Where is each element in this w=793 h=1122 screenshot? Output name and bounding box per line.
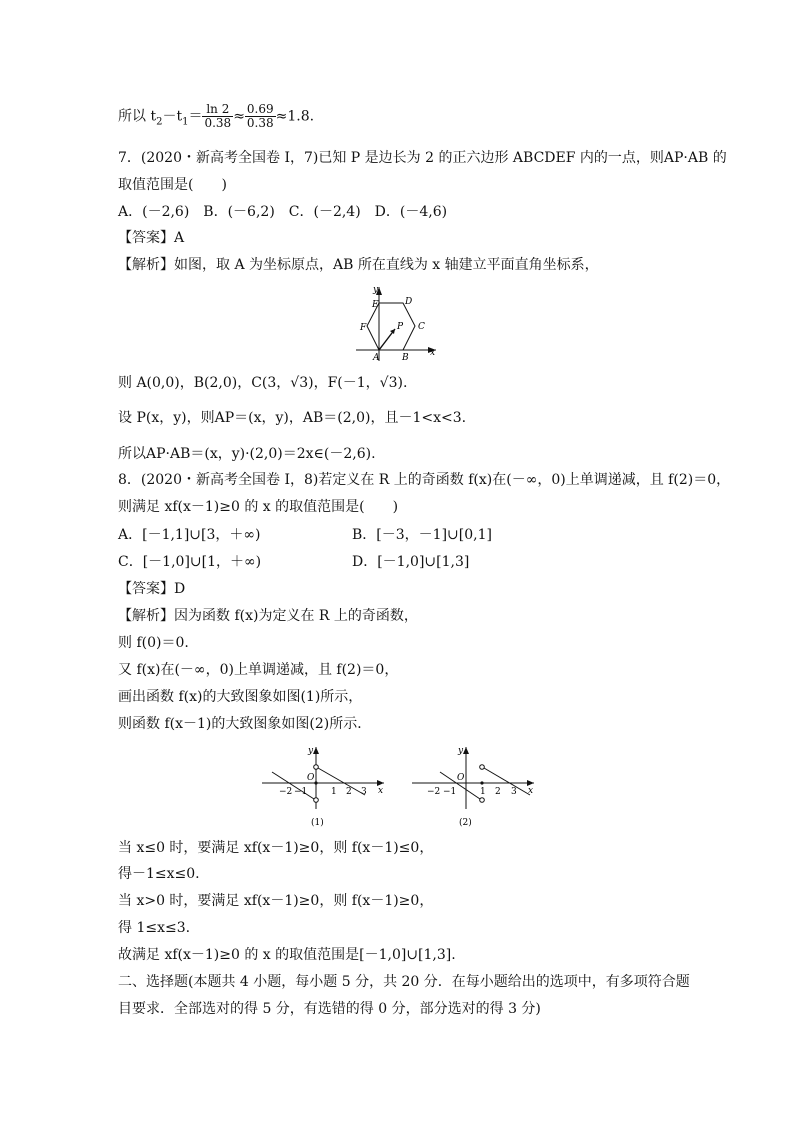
q8-conclusion: 故满足 xf(x－1)≥0 的 x 的取值范围是[－1,0]∪[1,3]. [118,947,456,963]
point-c: C [418,322,425,332]
q7-step-1: 则 A(0,0)，B(2,0)，C(3，√3)，F(－1，√3). [118,375,408,391]
q8-stem-1: 8．(2020・新高考全国卷 I，8)若定义在 R 上的奇函数 f(x)在(－∞，0)上单调递减，且 f(2)＝0， [118,472,731,488]
tick-2: 2 [346,787,352,797]
q8-analysis-2: 则 f(0)＝0. [118,635,189,651]
graph-2 [410,743,540,833]
q8-analysis-1: 【解析】因为函数 f(x)为定义在 R 上的奇函数， [118,608,418,624]
origin-label: O [457,773,465,783]
subscript: 2 [156,116,163,128]
q8-stem-2: 则满足 xf(x－1)≥0 的 x 的取值范围是( ) [118,499,399,515]
tick-minus-2: −2 [427,787,441,797]
point-p: P [397,322,404,332]
section-2-heading-1: 二、选择题(本题共 4 小题，每小题 5 分，共 20 分．在每小题给出的选项中，有多项符合题 [118,974,690,990]
tick-minus-2: −2 [279,787,293,797]
denominator: 0.38 [246,116,274,130]
q7-analysis: 【解析】如图，取 A 为坐标原点，AB 所在直线为 x 轴建立平面直角坐标系， [118,257,599,273]
result-line [118,103,314,132]
point-d: D [405,297,413,307]
y-label: y [458,746,464,756]
tick-minus-1: −1 [443,787,457,797]
numerator: 0.69 [246,102,274,116]
q7-stem-1: 7．(2020・新高考全国卷 I，7)已知 P 是边长为 2 的正六边形 ABCDEF 内的一点，则AP·AB 的 [118,150,727,166]
q8-analysis-3: 又 f(x)在(－∞，0)上单调递减，且 f(2)＝0， [118,662,399,678]
tick-3: 3 [511,787,517,797]
x-label: x [378,786,384,796]
fraction-2 [245,103,276,130]
graph-caption: (2) [459,818,472,828]
q7-options: A．(－2,6) B．(－6,2) C．(－2,4) D．(－4,6) [118,204,448,220]
q8-case-2-result: 得 1≤x≤3. [118,920,191,936]
point-a: A [373,353,380,363]
q8-option-d: D．[－1,0]∪[1,3] [352,554,470,570]
section-2-heading-2: 目要求．全部选对的得 5 分，有选错的得 0 分，部分选对的得 3 分) [118,1001,541,1017]
tick-minus-1: −1 [294,787,308,797]
q8-analysis-4: 画出函数 f(x)的大致图象如图(1)所示， [118,689,363,705]
hexagon-figure [352,283,452,363]
subscript: 1 [182,116,189,128]
x-label: x [430,348,436,358]
q7-answer: 【答案】A [118,230,185,246]
q8-case-2: 当 x>0 时，要满足 xf(x－1)≥0，则 f(x－1)≥0， [118,893,434,909]
q8-case-1: 当 x≤0 时，要满足 xf(x－1)≥0，则 f(x－1)≤0， [118,840,434,856]
tick-2: 2 [495,787,501,797]
graph-1 [260,743,390,833]
text: ≈ [233,108,245,125]
tick-1: 1 [480,787,486,797]
point-e: E [372,300,379,310]
text: ＝ [188,108,203,125]
y-label: y [373,285,379,295]
tick-3: 3 [361,787,367,797]
q8-case-1-result: 得－1≤x≤0. [118,866,200,882]
fraction-1 [202,103,233,130]
x-label: x [528,786,534,796]
q8-option-b: B．[－3，－1]∪[0,1] [352,527,492,543]
denominator: 0.38 [204,116,232,130]
numerator: ln 2 [202,103,233,117]
q8-option-a: A．[－1,1]∪[3，＋∞) [118,527,261,543]
q8-answer: 【答案】D [118,581,186,597]
q7-stem-2: 取值范围是( ) [118,177,227,193]
tick-1: 1 [331,787,337,797]
graph-caption: (1) [311,818,324,828]
point-f: F [360,323,367,333]
text: 所以 t [118,108,157,125]
q8-analysis-5: 则函数 f(x－1)的大致图象如图(2)所示． [118,716,372,732]
q7-step-3: 所以AP·AB＝(x，y)·(2,0)＝2x∈(－2,6). [118,446,376,462]
y-label: y [308,746,314,756]
text: －t [162,108,183,125]
point-b: B [402,353,409,363]
text: ≈1.8. [275,108,315,125]
q7-step-2: 设 P(x，y)，则AP＝(x，y)，AB＝(2,0)，且－1<x<3. [118,410,467,426]
q8-option-c: C．[－1,0]∪[1，＋∞) [118,554,262,570]
origin-label: O [307,773,315,783]
